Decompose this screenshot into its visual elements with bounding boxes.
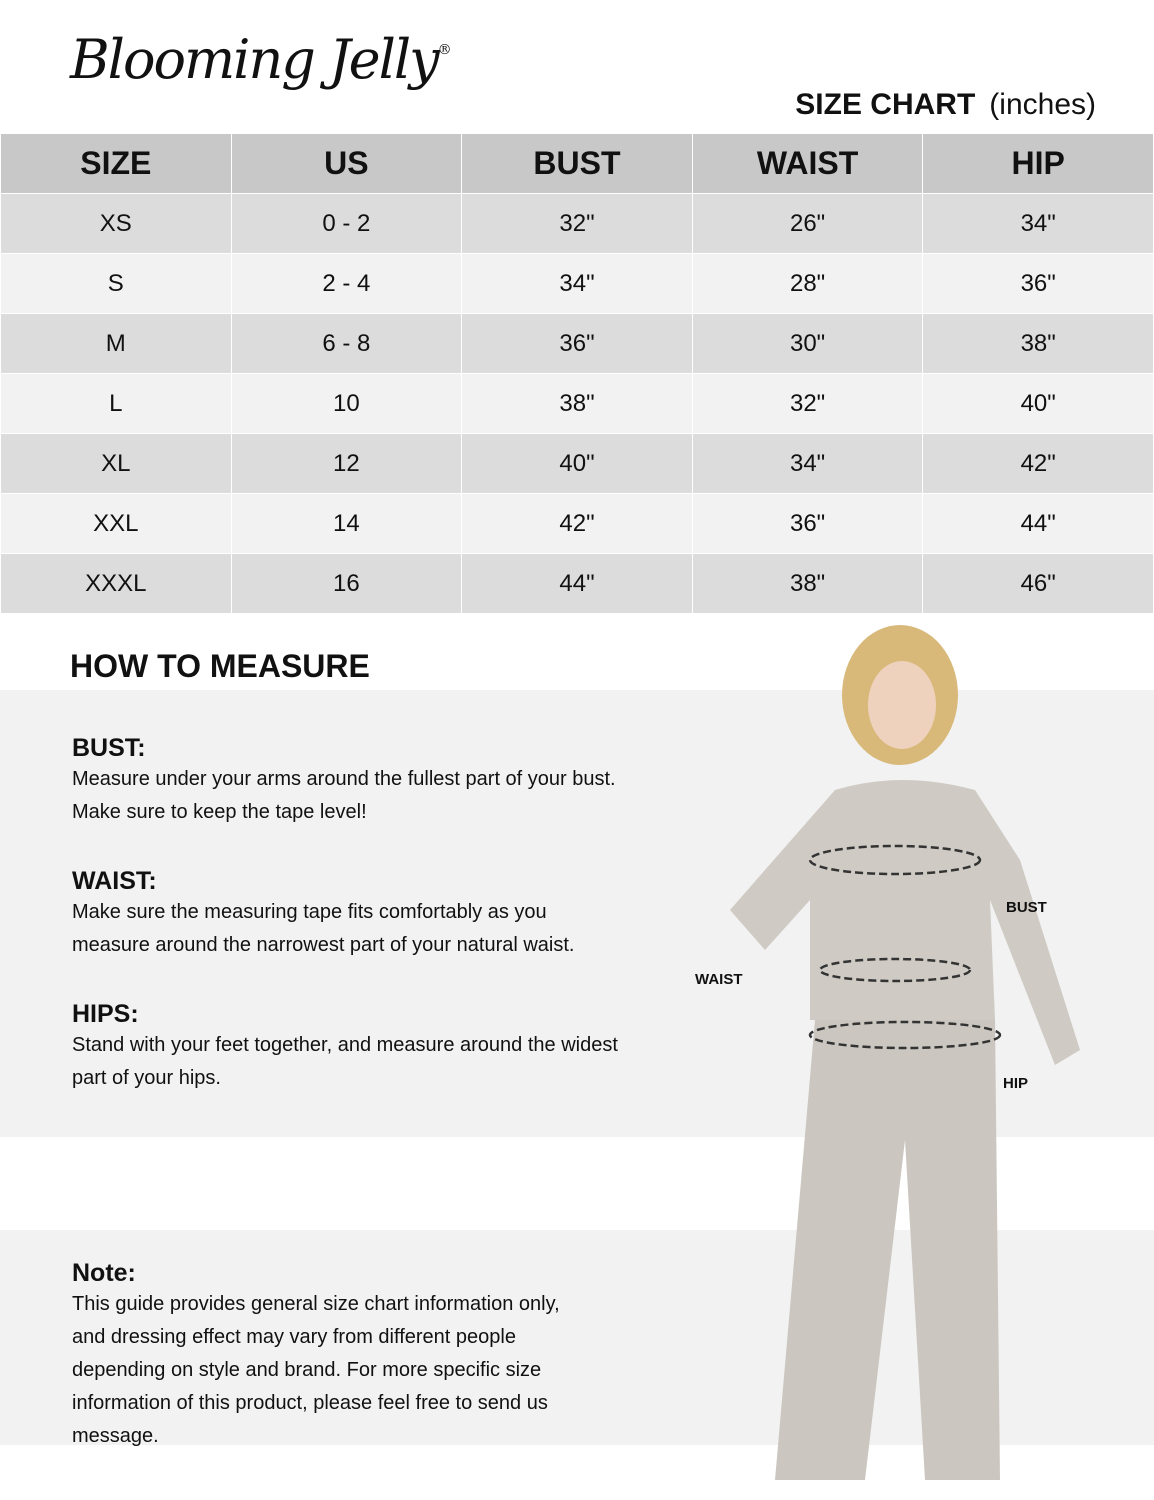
table-row [1,194,1154,254]
table-cell: 28" [692,254,923,314]
table-cell: 38" [462,374,693,434]
table-cell: 36" [923,254,1154,314]
table-cell: 2 - 4 [231,254,462,314]
table-cell: XL [1,434,232,494]
table-cell: 42" [923,434,1154,494]
chart-title [795,88,1096,122]
note-heading: Note: [72,1259,136,1287]
table-cell: 26" [692,194,923,254]
bust-label: BUST [1006,899,1047,916]
table-cell: 38" [692,554,923,614]
note-section [72,1258,560,1453]
table-cell: XS [1,194,232,254]
section-line: part of your hips. [72,1067,221,1089]
table-cell: M [1,314,232,374]
how-to-title: HOW TO MEASURE [70,648,370,684]
table-row [1,314,1154,374]
header-hip: HIP [923,134,1154,194]
note-line: depending on style and brand. For more specific size [72,1359,542,1381]
table-cell: 12 [231,434,462,494]
table-cell: 32" [692,374,923,434]
size-table [0,133,1154,614]
table-cell: 42" [462,494,693,554]
header-us: US [231,134,462,194]
note-line: information of this product, please feel free to send us [72,1392,548,1414]
table-cell: 34" [923,194,1154,254]
chart-title-text: SIZE CHART [795,88,976,121]
table-cell: 6 - 8 [231,314,462,374]
bust-section [72,733,616,829]
section-heading: BUST: [72,734,146,762]
table-cell: 38" [923,314,1154,374]
table-cell: 40" [462,434,693,494]
registered-mark: ® [437,42,450,58]
model-figure [690,620,1130,1500]
table-cell: XXXL [1,554,232,614]
table-cell: 16 [231,554,462,614]
table-cell: 36" [462,314,693,374]
section-line: Make sure the measuring tape fits comfortably as you [72,901,547,923]
table-cell: L [1,374,232,434]
model-face [868,661,936,749]
table-cell: 34" [692,434,923,494]
table-cell: 34" [462,254,693,314]
header-waist: WAIST [692,134,923,194]
waist-label: WAIST [695,971,743,988]
table-row [1,374,1154,434]
section-heading: WAIST: [72,867,157,895]
table-cell: 36" [692,494,923,554]
table-header [1,134,1154,194]
section-line: Measure under your arms around the fullest part of your bust. [72,768,616,790]
note-line: and dressing effect may vary from different people [72,1326,516,1348]
table-cell: 0 - 2 [231,194,462,254]
brand-name: Blooming Jelly [70,28,438,91]
section-heading: HIPS: [72,1000,139,1028]
section-line: Stand with your feet together, and measure around the widest [72,1034,618,1056]
table-row [1,434,1154,494]
header-size: SIZE [1,134,232,194]
table-cell: 32" [462,194,693,254]
header-bust: BUST [462,134,693,194]
table-row [1,254,1154,314]
table-row [1,554,1154,614]
table-cell: 44" [923,494,1154,554]
model-pants [775,1020,1000,1480]
table-cell: 30" [692,314,923,374]
brand-logo [70,28,450,91]
table-cell: S [1,254,232,314]
note-line: This guide provides general size chart information only, [72,1293,560,1315]
note-line: message. [72,1425,159,1447]
section-line: measure around the narrowest part of your natural waist. [72,934,575,956]
table-cell: 46" [923,554,1154,614]
table-cell: 10 [231,374,462,434]
hips-section [72,999,618,1095]
table-cell: XXL [1,494,232,554]
table-cell: 14 [231,494,462,554]
section-line: Make sure to keep the tape level! [72,801,367,823]
table-cell: 44" [462,554,693,614]
table-cell: 40" [923,374,1154,434]
table-row [1,494,1154,554]
chart-unit: (inches) [989,88,1096,121]
hip-label: HIP [1003,1075,1029,1092]
waist-section [72,866,574,962]
